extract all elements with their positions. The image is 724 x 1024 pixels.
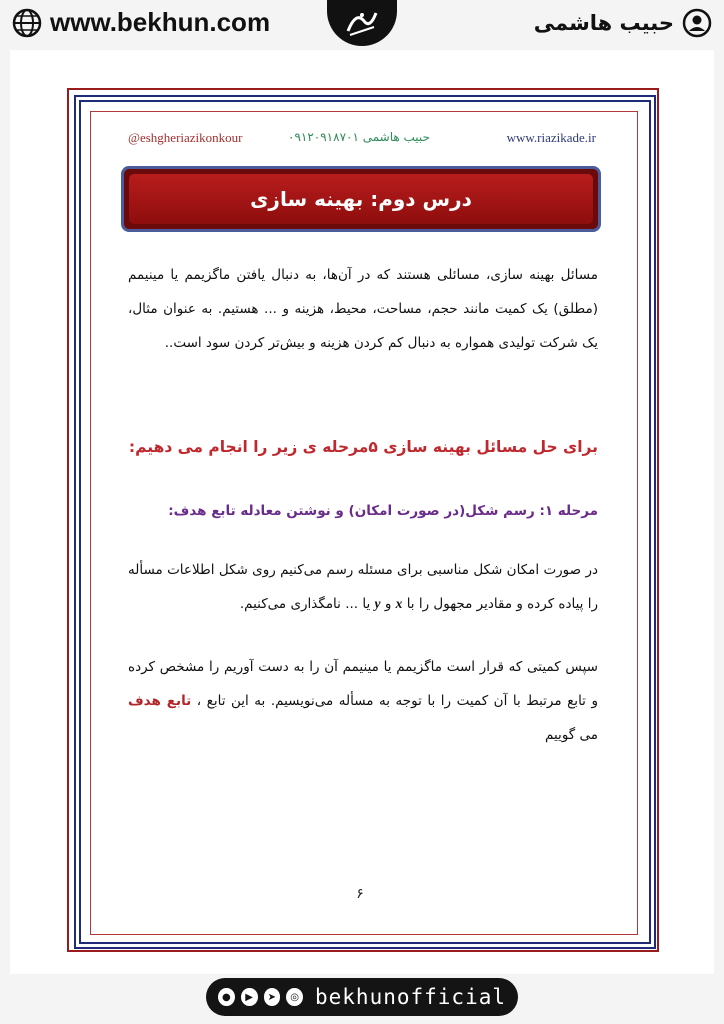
instagram-handle: @eshgheriazikonkour	[128, 130, 243, 145]
step1-text-c: سپس کمیتی که قرار است ماگزیمم یا مینیمم آن را به دست آوریم را مشخص کرده و تابع مرتبط با آن کمیت را با توجه به مسأله می‌نویسیم. به این تابع ،	[128, 659, 598, 709]
brand-logo	[327, 0, 397, 46]
author-badge	[534, 8, 712, 38]
step1-heading: مرحله ۱: رسم شکل(در صورت امکان) و نوشتن معادله تابع هدف:	[168, 503, 598, 519]
variable-y: y	[374, 596, 381, 611]
step1-text-b: یا ... نامگذاری می‌کنیم.	[239, 596, 375, 612]
top-header	[0, 0, 724, 50]
social-bar	[206, 978, 518, 1016]
and-text: و	[380, 596, 396, 612]
instagram-icon[interactable]: ◎	[286, 988, 303, 1006]
page-border-inner	[90, 111, 638, 935]
step1-paragraph-2	[128, 650, 598, 752]
user-icon	[682, 8, 712, 38]
author-name: حبیب هاشمی	[533, 11, 674, 35]
lesson-title: درس دوم: بهینه سازی	[250, 187, 472, 211]
aparat-icon[interactable]: ●	[218, 988, 235, 1006]
globe-icon	[12, 8, 42, 38]
telegram-icon[interactable]: ➤	[264, 988, 281, 1006]
website-url: www.riazikade.ir	[506, 130, 596, 145]
site-url: www.bekhun.com	[50, 7, 271, 37]
calligraphy-logo-icon	[342, 7, 382, 39]
step1-text-a: در صورت امکان شکل مناسبی برای مسئله رسم می‌کنیم روی شکل اطلاعات مسأله را پیاده کرده و مقادیر مجهول را با	[128, 562, 598, 612]
social-handle[interactable]: bekhunofficial	[315, 985, 507, 1009]
variable-x: x	[395, 596, 403, 611]
page-number: ۶	[356, 886, 364, 902]
step1-paragraph-1	[128, 553, 598, 621]
intro-paragraph: مسائل بهینه سازی، مسائلی هستند که در آن‌ها، به دنبال یافتن ماگزیمم یا مینیمم (مطلق) یک کمیت مانند حجم، مساحت، محیط، هزینه و ... هستیم. به عنوان مثال، یک شرکت تولیدی همواره به دنبال کم کردن هزینه و بیش‌تر کردن سود است..	[128, 267, 598, 351]
step1-text-d: می گوییم	[545, 727, 598, 743]
author-phone: حبیب هاشمی ۰۹۱۲۰۹۱۸۷۰۱	[288, 130, 430, 144]
youtube-icon[interactable]: ▶	[241, 988, 258, 1006]
target-function-term: تابع هدف	[128, 693, 192, 709]
lesson-title-box	[121, 166, 601, 232]
page-header-line	[128, 130, 596, 150]
site-link[interactable]	[12, 7, 270, 38]
steps-heading: برای حل مسائل بهینه سازی ۵مرحله ی زیر را انجام می دهیم:	[128, 438, 598, 456]
